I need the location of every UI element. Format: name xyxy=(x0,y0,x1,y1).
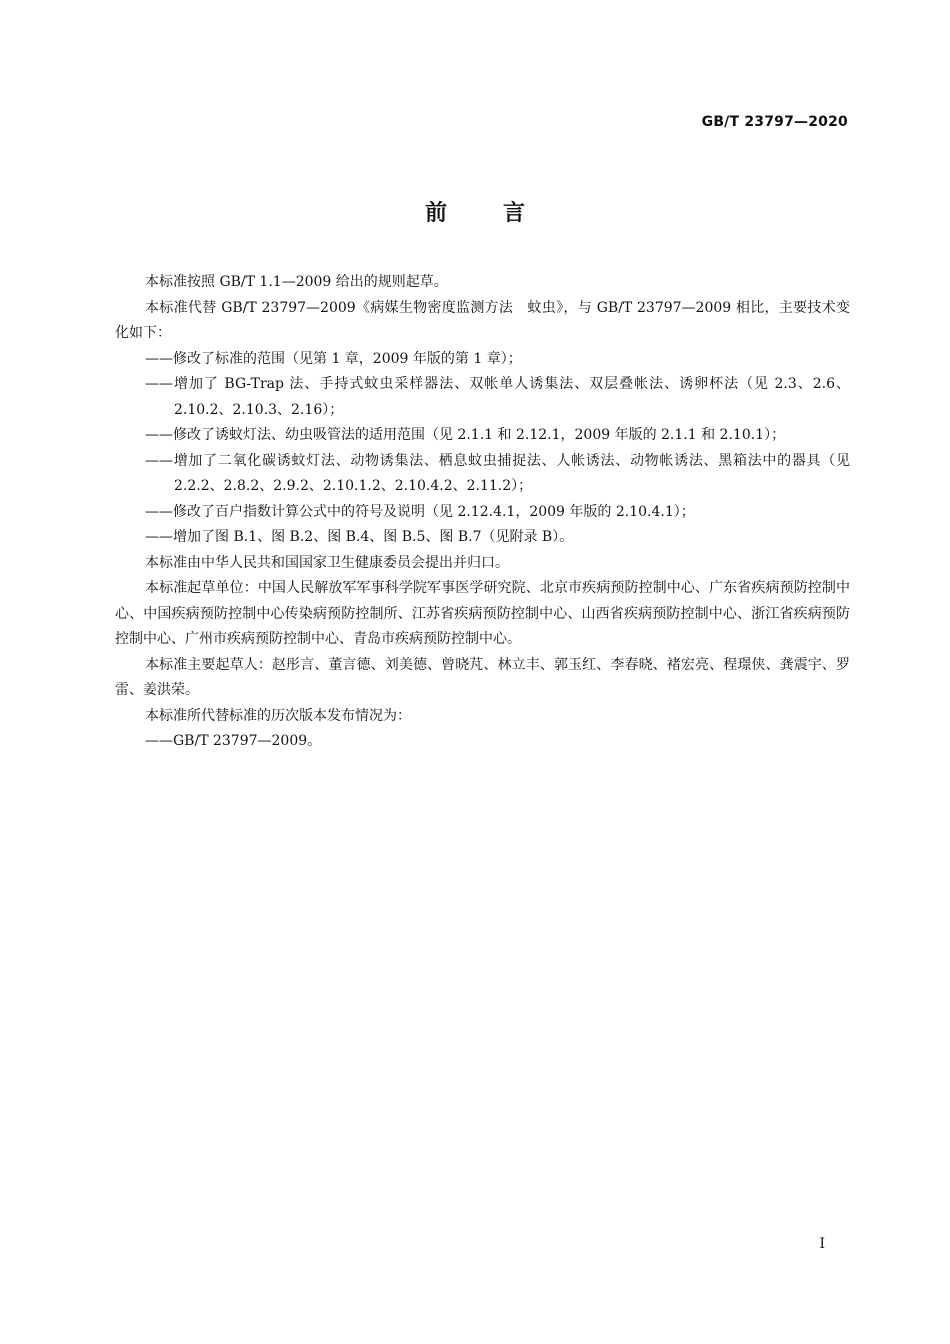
change-item: ——增加了二氧化碳诱蚊灯法、动物诱集法、栖息蚊虫捕捉法、人帐诱法、动物帐诱法、黑箱法中的器具（见 2.2.2、2.8.2、2.9.2、2.10.1.2、2.10.4.2、2.11.2）； xyxy=(145,452,850,494)
page-title: 前言 xyxy=(424,201,581,226)
change-item: ——增加了图 B.1、图 B.2、图 B.4、图 B.5、图 B.7（见附录 B）。 xyxy=(145,529,574,545)
change-item: ——增加了 BG-Trap 法、手持式蚊虫采样器法、双帐单人诱集法、双层叠帐法、诱卵杯法（见 2.3、2.6、2.10.2、2.10.3、2.16）； xyxy=(145,376,850,418)
paragraph-drafting-rules: 本标准按照 GB/T 1.1—2009 给出的规则起草。 xyxy=(145,274,448,290)
paragraph-drafting-units: 本标准起草单位：中国人民解放军军事科学院军事医学研究院、北京市疾病预防控制中心、广东省疾病预防控制中心、中国疾病预防控制中心传染病预防控制所、江苏省疾病预防控制中心、山西省疾病预防控制中心、浙江省疾病预防控制中心、广州市疾病预防控制中心、青岛市疾病预防控制中心。 xyxy=(115,580,850,647)
change-item: ——修改了标准的范围（见第 1 章，2009 年版的第 1 章）； xyxy=(145,350,522,367)
paragraph-replacement: 本标准代替 GB/T 23797—2009《病媒生物密度监测方法 蚊虫》，与 GB/T 23797—2009 相比，主要技术变化如下： xyxy=(115,299,850,341)
change-item: ——修改了诱蚊灯法、幼虫吸管法的适用范围（见 2.1.1 和 2.12.1，2009 年版的 2.1.1 和 2.10.1）； xyxy=(145,427,786,443)
paragraph-version-history: 本标准所代替标准的历次版本发布情况为： xyxy=(145,707,411,724)
version-item: ——GB/T 23797—2009。 xyxy=(145,733,322,749)
change-item: ——修改了百户指数计算公式中的符号及说明（见 2.12.4.1，2009 年版的 2.10.4.1）； xyxy=(145,503,695,520)
paragraph-drafters: 本标准主要起草人：赵彤言、董言德、刘美德、曾晓芃、林立丰、郭玉红、李春晓、褚宏亮、程璟侠、龚震宇、罗雷、姜洪荣。 xyxy=(115,656,850,698)
standard-code: GB/T 23797—2020 xyxy=(701,114,848,130)
paragraph-proposer: 本标准由中华人民共和国国家卫生健康委员会提出并归口。 xyxy=(145,554,509,571)
page-number: I xyxy=(819,1236,825,1252)
document-body xyxy=(115,270,850,755)
